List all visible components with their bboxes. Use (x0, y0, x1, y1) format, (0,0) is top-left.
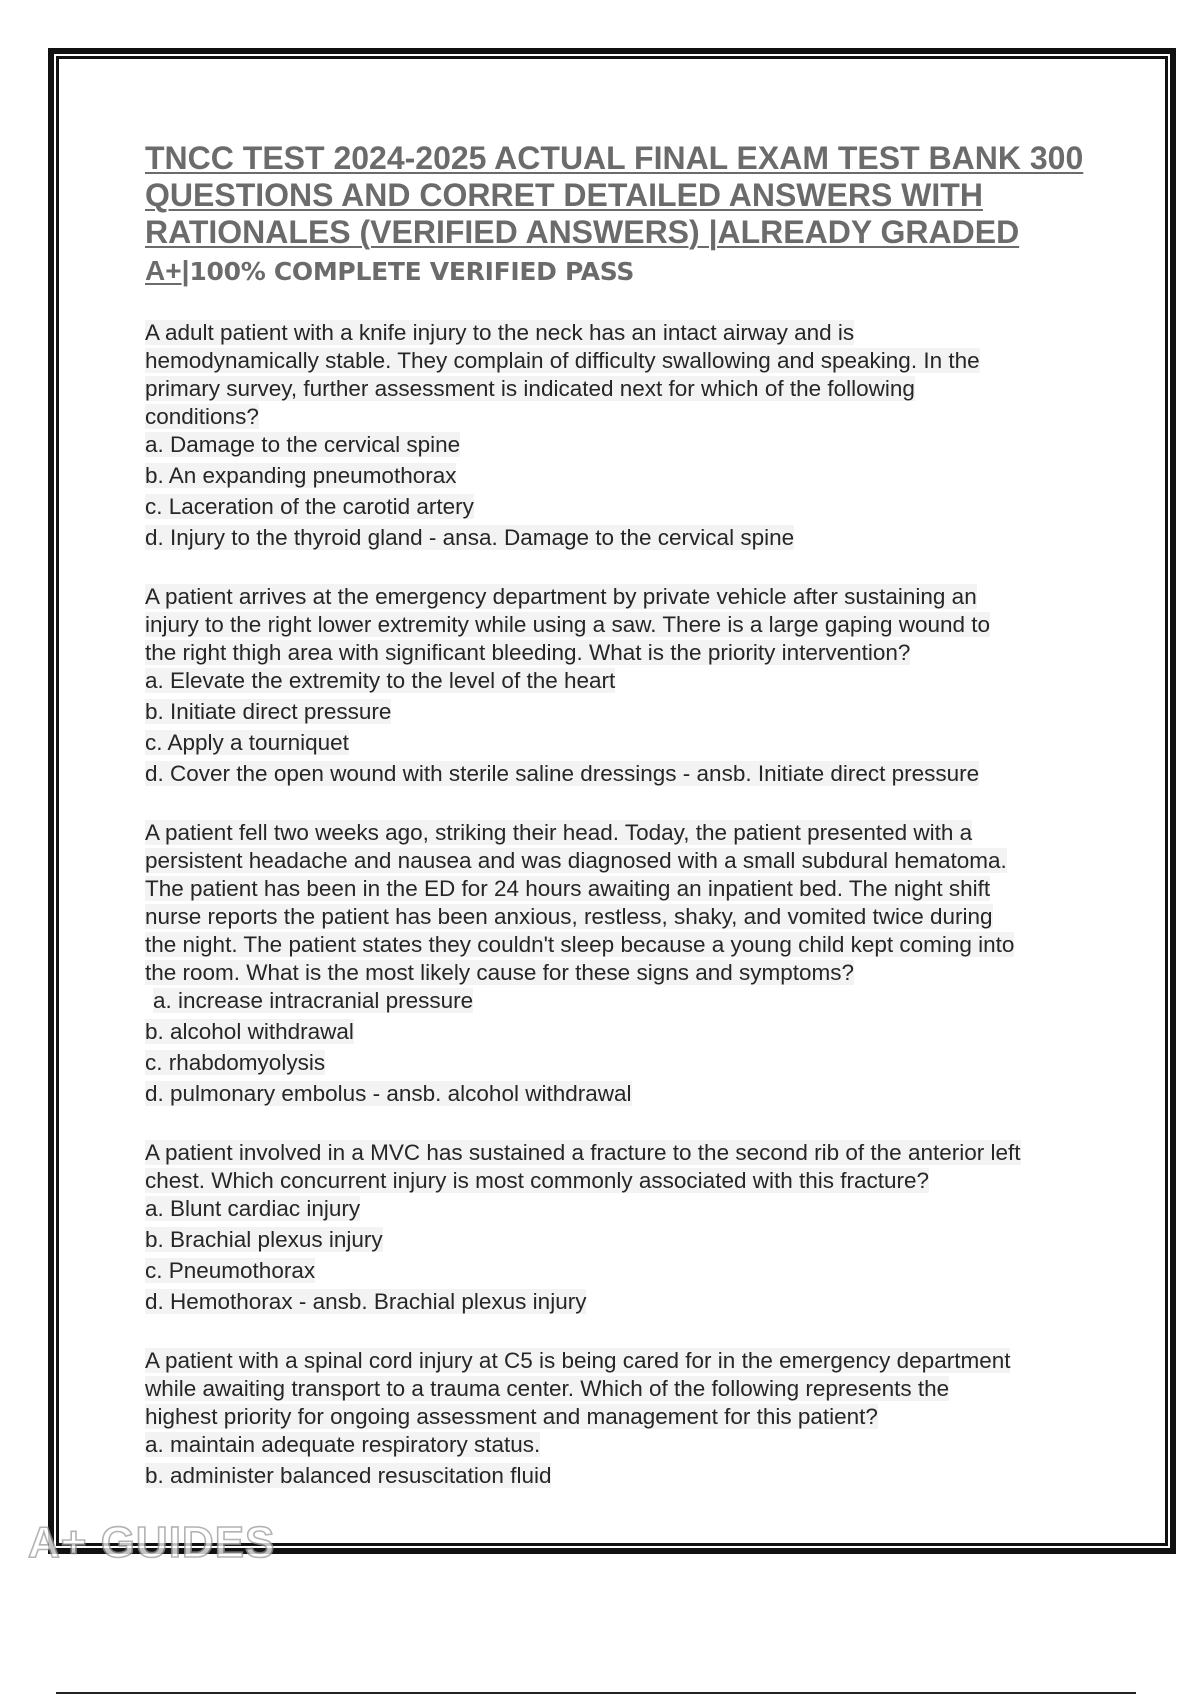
answer-option (145, 524, 1095, 555)
question-text: A adult patient with a knife injury to the neck has an intact airway and is (145, 320, 855, 345)
answer-option (145, 760, 1095, 791)
answer-option-text: b. alcohol withdrawal (145, 1019, 354, 1044)
question-stem-line (145, 959, 1095, 987)
question-list (145, 319, 1095, 1493)
question-text: the night. The patient states they couldn't sleep because a young child kept coming into (145, 932, 1015, 957)
question-stem-line (145, 875, 1095, 903)
question-stem-line (145, 819, 1095, 847)
question-stem-line (145, 639, 1095, 667)
grade-separator: | (181, 255, 190, 286)
question-text: A patient fell two weeks ago, striking their head. Today, the patient presented with a (145, 820, 973, 845)
answer-option (145, 1080, 1095, 1111)
answer-option-text: a. maintain adequate respiratory status. (145, 1432, 541, 1457)
question-text: nurse reports the patient has been anxious, restless, shaky, and vomited twice during (145, 904, 993, 929)
question-text: injury to the right lower extremity while using a saw. There is a large gaping wound to (145, 612, 991, 637)
question-stem-line (145, 375, 1095, 403)
question-stem-line (145, 931, 1095, 959)
answer-option-text: d. Cover the open wound with sterile saline dressings - ansb. Initiate direct pressure (145, 761, 980, 786)
question-text: A patient with a spinal cord injury at C5 is being cared for in the emergency department (145, 1348, 1011, 1373)
answer-option-text: b. administer balanced resuscitation fluid (145, 1463, 552, 1488)
document-title: TNCC TEST 2024-2025 ACTUAL FINAL EXAM TEST BANK 300 QUESTIONS AND CORRET DETAILED ANSWERS WITH RATIONALES (VERIFIED ANSWERS) |ALREADY GRADED (145, 140, 1084, 250)
question-stem-line (145, 347, 1095, 375)
question-block (145, 819, 1095, 1111)
question-stem-line (145, 583, 1095, 611)
question-text: the room. What is the most likely cause for these signs and symptoms? (145, 960, 855, 985)
question-stem-line (145, 319, 1095, 347)
answer-option-text: c. rhabdomyolysis (145, 1050, 326, 1075)
answer-option-text: c. Apply a tourniquet (145, 730, 349, 755)
answer-option (145, 462, 1095, 493)
answer-option-text: a. increase intracranial pressure (153, 988, 474, 1013)
answer-option (145, 431, 1095, 462)
grade-label: A+ (145, 255, 182, 286)
question-text: conditions? (145, 404, 259, 429)
question-text: primary survey, further assessment is indicated next for which of the following (145, 376, 915, 401)
question-stem-line (145, 1347, 1095, 1375)
question-block (145, 1139, 1095, 1319)
answer-option (145, 1018, 1095, 1049)
question-stem-line (145, 1375, 1095, 1403)
footer-divider (56, 1692, 1136, 1694)
answer-option-text: b. Initiate direct pressure (145, 699, 392, 724)
question-block (145, 319, 1095, 555)
question-stem-line (145, 847, 1095, 875)
answer-option (145, 698, 1095, 729)
answer-option (145, 729, 1095, 760)
answer-option-text: d. Hemothorax - ansb. Brachial plexus injury (145, 1289, 587, 1314)
question-text: the right thigh area with significant bleeding. What is the priority intervention? (145, 640, 911, 665)
grade-line (145, 254, 1095, 289)
answer-option-text: d. Injury to the thyroid gland - ansa. Damage to the cervical spine (145, 525, 795, 550)
answer-option-text: a. Blunt cardiac injury (145, 1196, 361, 1221)
answer-option (145, 1257, 1095, 1288)
question-text: persistent headache and nausea and was diagnosed with a small subdural hematoma. (145, 848, 1007, 873)
question-stem-line (145, 1403, 1095, 1431)
answer-option (145, 1226, 1095, 1257)
question-text: highest priority for ongoing assessment and management for this patient? (145, 1404, 878, 1429)
question-text: while awaiting transport to a trauma center. Which of the following represents the (145, 1376, 950, 1401)
document-content (145, 140, 1095, 1521)
answer-option (145, 987, 1095, 1018)
answer-option (145, 667, 1095, 698)
question-stem-line (145, 403, 1095, 431)
question-stem-line (145, 903, 1095, 931)
question-stem-line (145, 1139, 1095, 1167)
answer-option-text: b. Brachial plexus injury (145, 1227, 383, 1252)
answer-option (145, 1288, 1095, 1319)
answer-option (145, 493, 1095, 524)
answer-option-text: b. An expanding pneumothorax (145, 463, 457, 488)
answer-option-text: d. pulmonary embolus - ansb. alcohol withdrawal (145, 1081, 632, 1106)
question-block (145, 1347, 1095, 1493)
answer-option-text: a. Damage to the cervical spine (145, 432, 461, 457)
pass-label: 100% COMPLETE VERIFIED PASS (189, 257, 635, 286)
question-text: A patient involved in a MVC has sustained a fracture to the second rib of the anterior left (145, 1140, 1021, 1165)
answer-option (145, 1049, 1095, 1080)
answer-option-text: c. Laceration of the carotid artery (145, 494, 474, 519)
watermark-logo: A+ GUIDES (28, 1518, 276, 1567)
question-text: hemodynamically stable. They complain of difficulty swallowing and speaking. In the (145, 348, 980, 373)
answer-option (145, 1462, 1095, 1493)
question-block (145, 583, 1095, 791)
question-stem-line (145, 611, 1095, 639)
question-text: A patient arrives at the emergency department by private vehicle after sustaining an (145, 584, 977, 609)
answer-option-text: c. Pneumothorax (145, 1258, 316, 1283)
answer-option-text: a. Elevate the extremity to the level of the heart (145, 668, 616, 693)
answer-option (145, 1195, 1095, 1226)
question-text: The patient has been in the ED for 24 hours awaiting an inpatient bed. The night shift (145, 876, 991, 901)
question-text: chest. Which concurrent injury is most commonly associated with this fracture? (145, 1168, 930, 1193)
question-stem-line (145, 1167, 1095, 1195)
answer-option (145, 1431, 1095, 1462)
